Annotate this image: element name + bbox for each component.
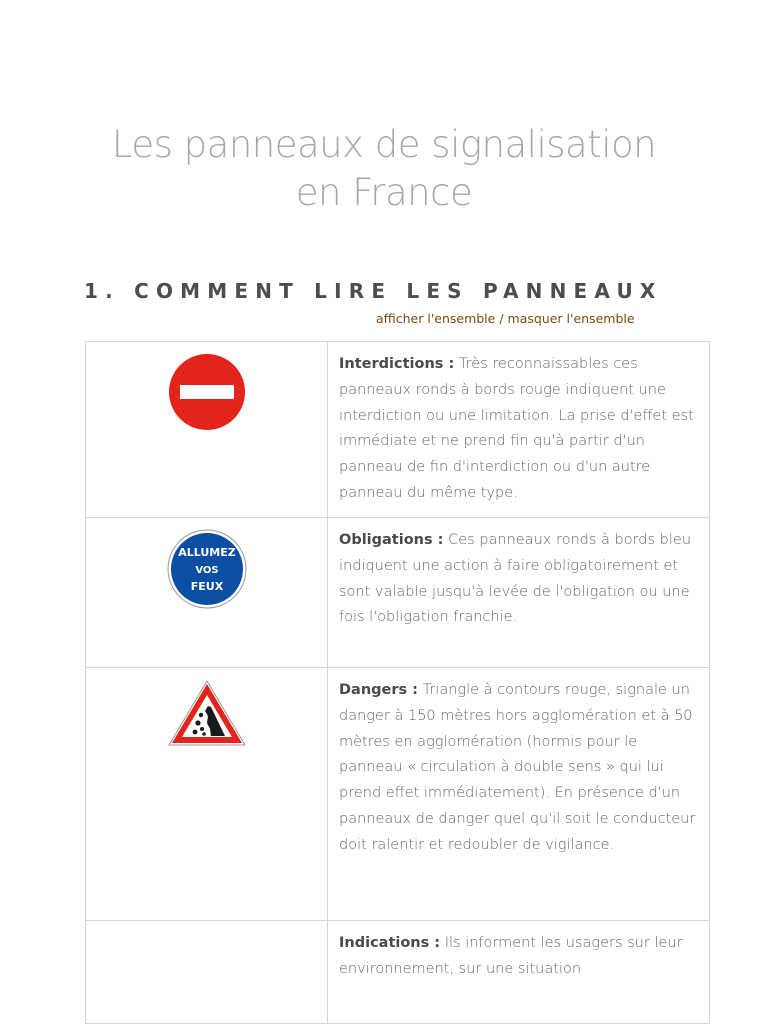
sign-term: Dangers :	[339, 682, 418, 698]
sign-term: Interdictions :	[339, 356, 455, 372]
sign-image-cell	[86, 921, 328, 1024]
table-row	[86, 518, 710, 668]
sign-term: Obligations :	[339, 532, 444, 548]
no-entry-sign-icon	[168, 353, 246, 431]
table-row	[86, 668, 710, 921]
sign-text-line-1: ALLUMEZ	[177, 546, 236, 559]
link-separator: /	[499, 311, 504, 326]
sign-description-cell	[328, 342, 710, 518]
sign-text-line-3: FEUX	[190, 580, 223, 593]
sign-description: Très reconnaissables ces panneaux ronds à bords rouge indiquent une interdiction ou une limitation. La prise d'effet est immédiate et ne prend fin qu'à partir d'un panneau de fin d'interdiction ou d'un autre panneau du même type.	[339, 356, 694, 501]
page-title	[0, 121, 768, 217]
sign-image-cell	[86, 518, 328, 668]
allumez-vos-feux-sign-icon	[167, 529, 247, 609]
sign-image-cell	[86, 342, 328, 518]
sign-text-line-2: VOS	[194, 565, 219, 576]
hide-all-link[interactable]: masquer l'ensemble	[507, 311, 635, 326]
sign-description: Ils informent les usagers sur leur environnement, sur une situation	[339, 935, 683, 977]
sign-description-cell	[328, 668, 710, 921]
sign-description-cell	[328, 921, 710, 1024]
table-row	[86, 921, 710, 1024]
falling-rocks-warning-sign-icon	[167, 679, 247, 747]
expand-collapse-links	[376, 311, 635, 326]
signs-table	[85, 341, 710, 1024]
sign-description: Triangle à contours rouge, signale un danger à 150 mètres hors agglomération et à 50 mètres en agglomération (hormis pour le panneau « circulation à double sens » qui lui prend effet immédiatement). En présence d'un panneaux de danger quel qu'il soit le conducteur doit ralentir et redoubler de vigilance.	[339, 682, 696, 853]
section-heading: 1. COMMENT LIRE LES PANNEAUX	[84, 278, 663, 303]
page-title-line-1: Les panneaux de signalisation	[111, 122, 657, 166]
sign-description: Ces panneaux ronds à bords bleu indiquent une action à faire obligatoirement et sont valable jusqu'à levée de l'obligation ou une fois l'obligation franchie.	[339, 532, 692, 626]
show-all-link[interactable]: afficher l'ensemble	[376, 311, 496, 326]
table-row	[86, 342, 710, 518]
sign-description-cell	[328, 518, 710, 668]
sign-image-cell	[86, 668, 328, 921]
page-title-line-2: en France	[295, 170, 473, 214]
sign-term: Indications :	[339, 935, 441, 951]
